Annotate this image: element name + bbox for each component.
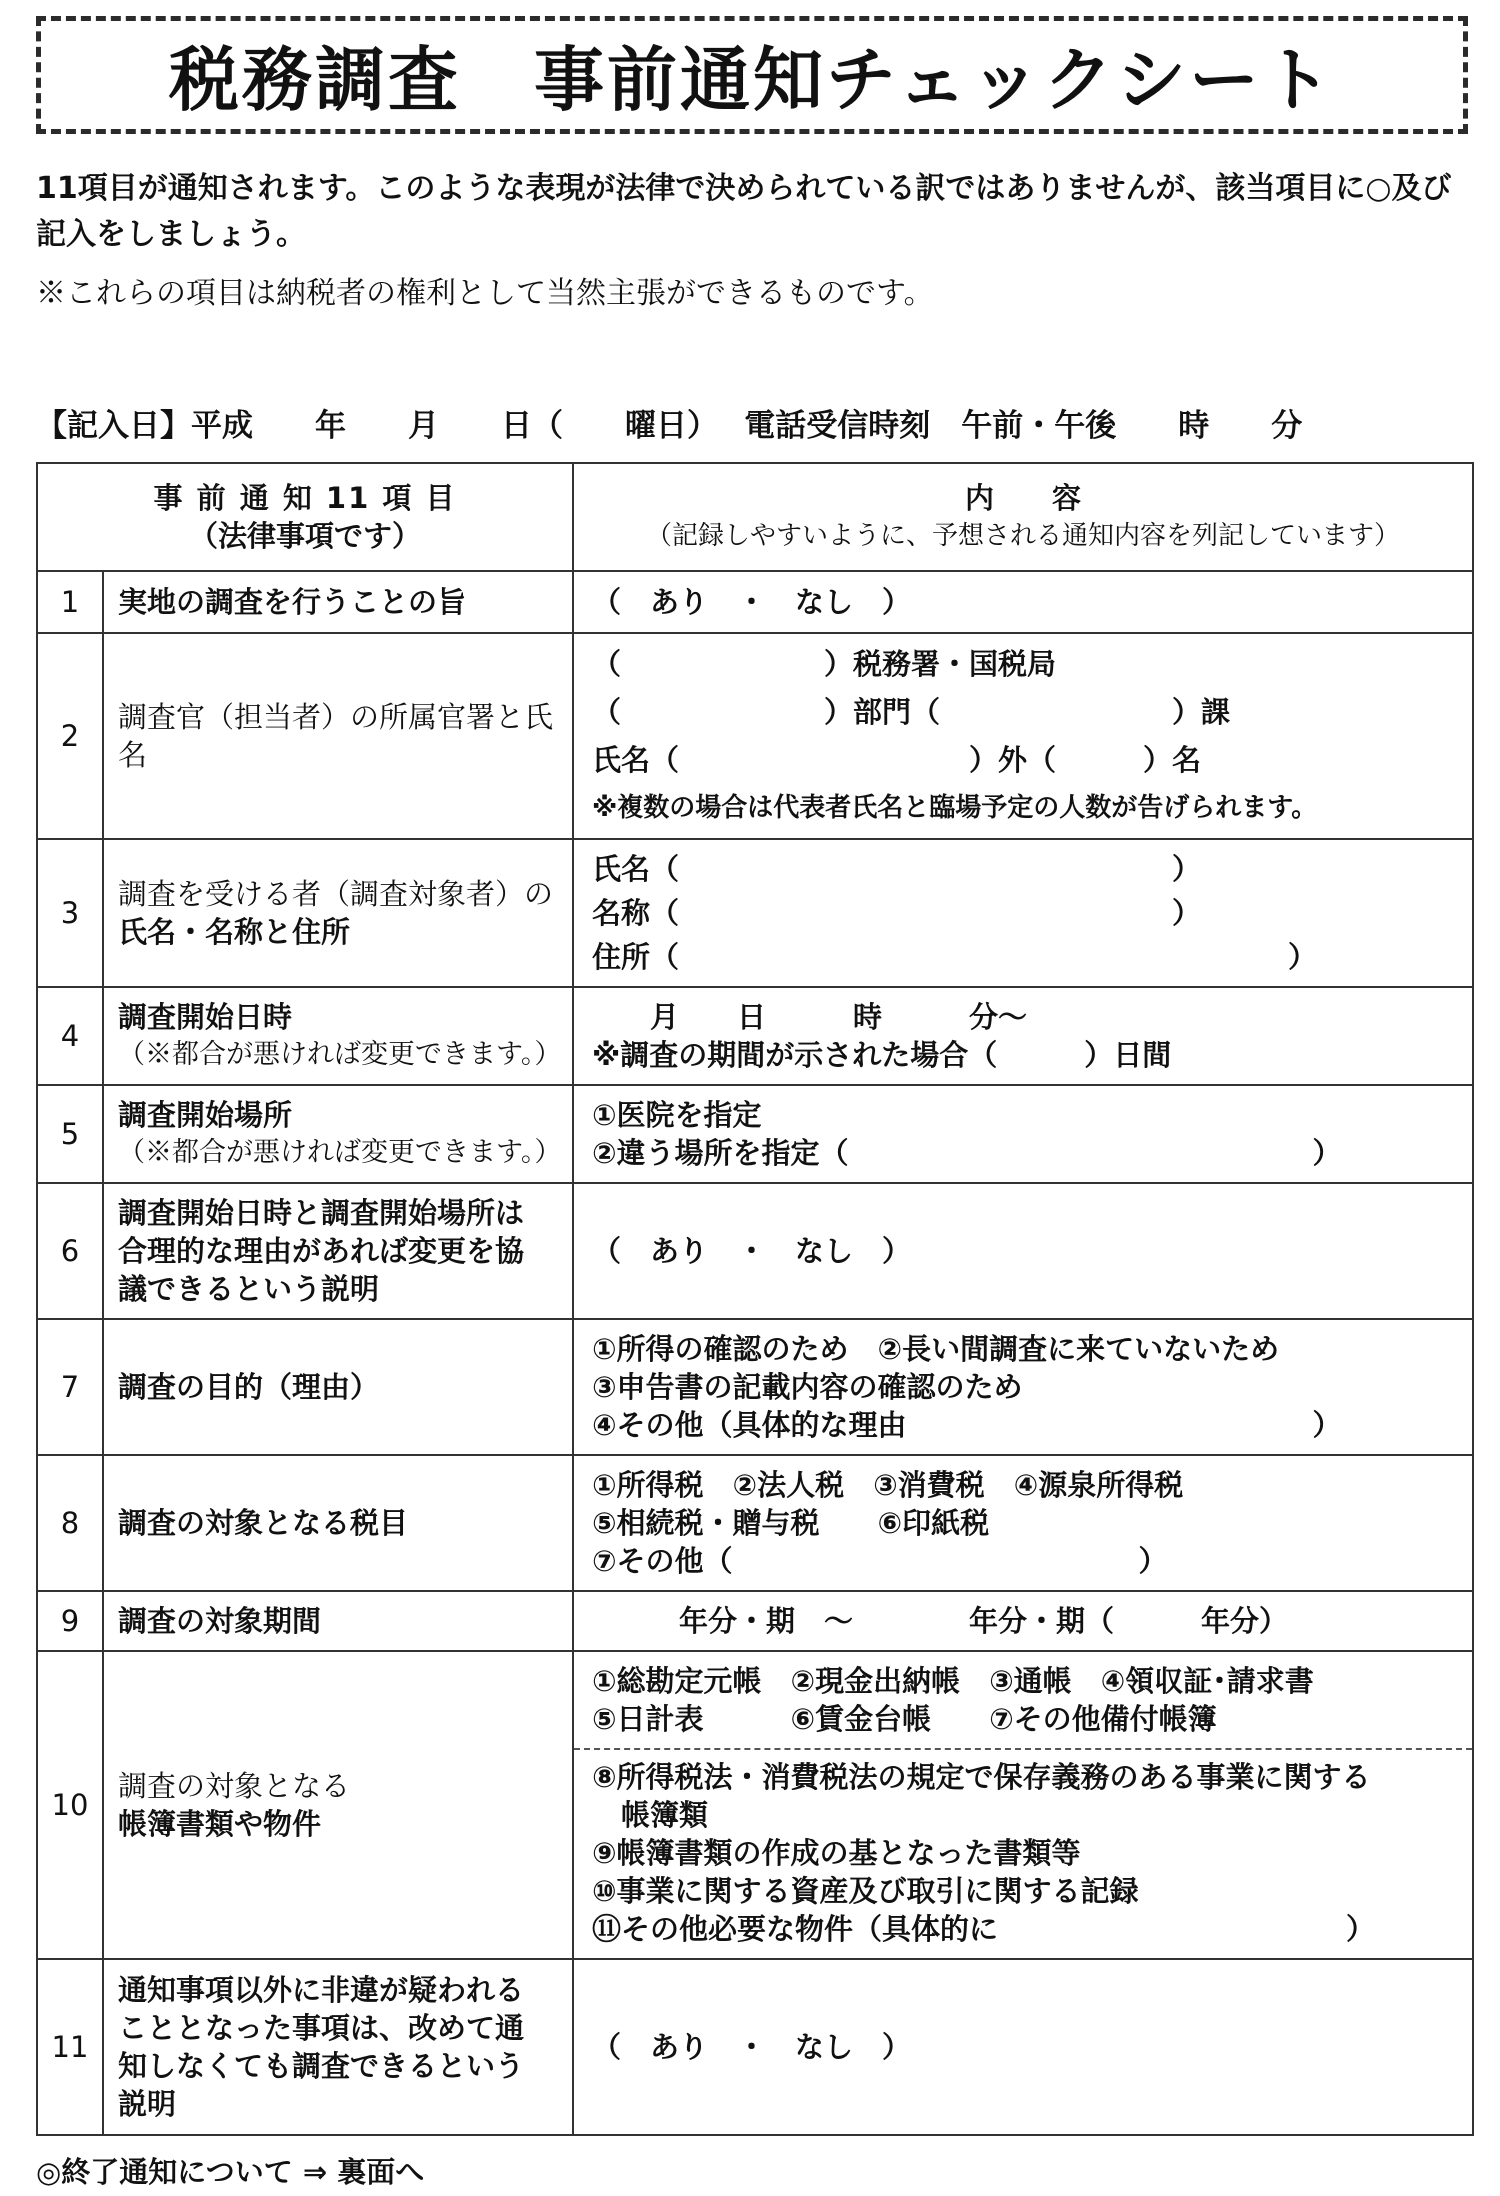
- item-line: 実地の調査を行うことの旨: [118, 585, 467, 619]
- page-title: 税務調査 事前通知チェックシート: [169, 39, 1335, 121]
- content-line: ①所得税 ②法人税 ③消費税 ④源泉所得税: [592, 1468, 1184, 1502]
- row-number: 9: [37, 1591, 103, 1651]
- content-line: （ あり ・ なし ）: [592, 1234, 912, 1268]
- item-line: 調査開始日時と調査開始場所は: [118, 1196, 525, 1230]
- table-row: [37, 987, 1473, 1085]
- item-line: 調査の目的（理由）: [118, 1370, 380, 1404]
- row-content: [573, 1959, 1473, 2135]
- row-content: [573, 987, 1473, 1085]
- header-right-title: 内 容: [964, 481, 1081, 515]
- title-box: [36, 16, 1468, 134]
- table-row: [37, 839, 1473, 987]
- content-line: 月 日 時 分～: [592, 1000, 1028, 1034]
- row-number: 11: [37, 1959, 103, 2135]
- table-header-row: [37, 463, 1473, 571]
- content-line: ⑩事業に関する資産及び取引に関する記録: [592, 1874, 1139, 1908]
- table-row: [37, 1183, 1473, 1319]
- content-line: 住所（ ）: [592, 940, 1318, 974]
- row-content: [573, 1183, 1473, 1319]
- row-item: [103, 633, 573, 839]
- table-row: [37, 1319, 1473, 1455]
- footer-note: ◎終了通知について ⇒ 裏面へ: [36, 2155, 425, 2189]
- content-line: （ ）部門（ ）課: [592, 695, 1231, 729]
- header-left-sub: （法律事項です）: [188, 519, 421, 553]
- table-row: [37, 1085, 1473, 1183]
- row-item: [103, 987, 573, 1085]
- row-content: [573, 633, 1473, 839]
- item-line: こととなった事項は、改めて通: [118, 2011, 525, 2045]
- intro-note: ※これらの項目は納税者の権利として当然主張ができるものです。: [36, 276, 934, 311]
- header-left-title: 事 前 通 知 11 項 目: [153, 481, 457, 515]
- row-number: 4: [37, 987, 103, 1085]
- content-line: 氏名（ ）: [592, 852, 1202, 886]
- item-line: 議できるという説明: [118, 1272, 380, 1306]
- item-line: 調査の対象となる: [118, 1769, 351, 1803]
- content-line: 氏名（ ）外（ ）名: [592, 743, 1202, 777]
- content-line: ③申告書の記載内容の確認のため: [592, 1370, 1023, 1404]
- content-line: ⑨帳簿書類の作成の基となった書類等: [592, 1836, 1081, 1870]
- checklist-table: [36, 462, 1474, 2136]
- table-row: [37, 1959, 1473, 2135]
- row-item: [103, 839, 573, 987]
- content-line: ⑪その他必要な物件（具体的に ）: [592, 1912, 1376, 1946]
- content-line: 年分・期 ～ 年分・期（ 年分）: [592, 1604, 1289, 1638]
- content-line: ①総勘定元帳 ②現金出納帳 ③通帳 ④領収証･請求書: [592, 1664, 1314, 1698]
- content-line: ⑧所得税法・消費税法の規定で保存義務のある事業に関する: [592, 1760, 1371, 1794]
- table-row: [37, 1455, 1473, 1591]
- row-content: [573, 1651, 1473, 1959]
- item-line: 通知事項以外に非違が疑われる: [118, 1973, 525, 2007]
- content-line: ①所得の確認のため ②長い間調査に来ていないため: [592, 1332, 1280, 1366]
- item-line: 調査開始日時: [118, 1000, 293, 1034]
- row-number: 7: [37, 1319, 103, 1455]
- content-note: ※複数の場合は代表者氏名と臨場予定の人数が告げられます。: [592, 793, 1318, 823]
- content-line: 帳簿類: [592, 1798, 709, 1832]
- header-left: [37, 463, 573, 571]
- item-line: 調査開始場所: [118, 1098, 293, 1132]
- row-item: [103, 1085, 573, 1183]
- content-line: ①医院を指定: [592, 1098, 762, 1132]
- row-item: [103, 1651, 573, 1959]
- content-line: （ あり ・ なし ）: [592, 585, 912, 619]
- item-line: 知しなくても調査できるという: [118, 2049, 525, 2083]
- intro-text: 11項目が通知されます。このような表現が法律で決められている訳ではありませんが、該当項目に○及び記入をしましょう。: [36, 171, 1452, 252]
- table-row: [37, 1591, 1473, 1651]
- row-number: 1: [37, 571, 103, 633]
- content-line: ※調査の期間が示された場合（ ）日間: [592, 1038, 1172, 1072]
- row-content: [573, 839, 1473, 987]
- row-item: [103, 1591, 573, 1651]
- row-content: [573, 1319, 1473, 1455]
- item-line: 説明: [118, 2087, 177, 2121]
- row-item: [103, 1183, 573, 1319]
- item-line: 帳簿書類や物件: [118, 1807, 322, 1841]
- content-line: ⑦その他（ ）: [592, 1544, 1168, 1578]
- item-line: （※都合が悪ければ変更できます。）: [118, 1137, 562, 1168]
- item-line: 氏名・名称と住所: [118, 915, 351, 949]
- header-right: [573, 463, 1473, 571]
- row-item: [103, 1455, 573, 1591]
- content-line: ④その他（具体的な理由 ）: [592, 1408, 1342, 1442]
- row-content: [573, 1455, 1473, 1591]
- row-item: [103, 571, 573, 633]
- row-item: [103, 1319, 573, 1455]
- item-line: 調査の対象期間: [118, 1604, 322, 1638]
- content-line: 名称（ ）: [592, 896, 1202, 930]
- item-line: 合理的な理由があれば変更を協: [118, 1234, 525, 1268]
- content-line: （ ）税務署・国税局: [592, 647, 1057, 681]
- row-number: 8: [37, 1455, 103, 1591]
- row-content: [573, 1085, 1473, 1183]
- table-row: [37, 633, 1473, 839]
- row-number: 3: [37, 839, 103, 987]
- header-right-sub: （記録しやすいように、予想される通知内容を列記しています）: [645, 521, 1400, 551]
- content-line: （ あり ・ なし ）: [592, 2030, 912, 2064]
- item-line: 調査を受ける者（調査対象者）の: [118, 877, 554, 911]
- item-line: 調査の対象となる税目: [118, 1506, 409, 1540]
- item-line: （※都合が悪ければ変更できます。）: [118, 1039, 562, 1070]
- row-number: 6: [37, 1183, 103, 1319]
- dashed-divider: [574, 1748, 1472, 1948]
- row-content: [573, 1591, 1473, 1651]
- item-line: 調査官（担当者）の所属官署と氏名: [118, 700, 554, 772]
- table-row: [37, 1651, 1473, 1959]
- row-content: [573, 571, 1473, 633]
- table-row: [37, 571, 1473, 633]
- content-line: ⑤日計表 ⑥賃金台帳 ⑦その他備付帳簿: [592, 1702, 1217, 1736]
- content-line: ⑤相続税・贈与税 ⑥印紙税: [592, 1506, 990, 1540]
- row-item: [103, 1959, 573, 2135]
- content-line: ②違う場所を指定（ ）: [592, 1136, 1342, 1170]
- entry-date-line: 【記入日】平成 年 月 日（ 曜日） 電話受信時刻 午前・午後 時 分: [36, 408, 1303, 444]
- row-number: 10: [37, 1651, 103, 1959]
- row-number: 5: [37, 1085, 103, 1183]
- row-number: 2: [37, 633, 103, 839]
